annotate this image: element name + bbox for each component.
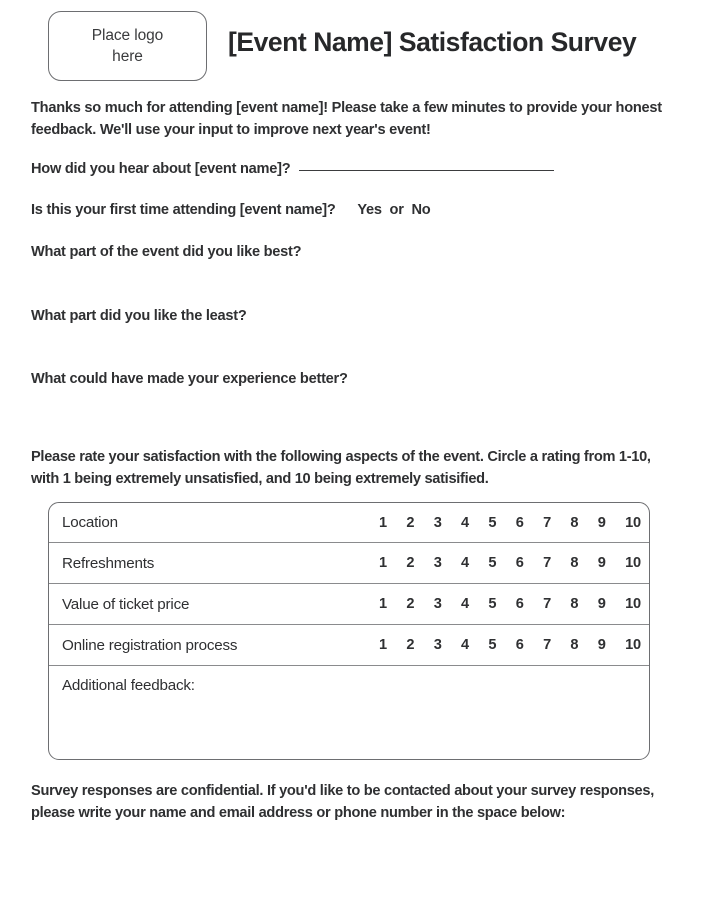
document-header xyxy=(0,0,708,92)
rating-option-7[interactable]: 7 xyxy=(543,596,551,612)
table-row xyxy=(49,584,649,625)
rating-option-1[interactable]: 1 xyxy=(379,596,387,612)
confidentiality-note: Survey responses are confidential. If you'd like to be contacted about your survey responses, please write your name and email address or phone number in the space below: xyxy=(31,783,654,821)
option-conjunction: or xyxy=(389,202,404,218)
rating-option-7[interactable]: 7 xyxy=(543,637,551,653)
question-first-time-label: Is this your first time attending [event name]? xyxy=(31,202,336,218)
question-first-time xyxy=(31,202,430,218)
table-row xyxy=(49,503,649,543)
table-row xyxy=(49,625,649,666)
rating-option-6[interactable]: 6 xyxy=(515,514,524,531)
rating-table xyxy=(48,502,650,760)
rating-option-2[interactable]: 2 xyxy=(406,596,415,612)
rating-option-4[interactable]: 4 xyxy=(461,555,469,571)
rating-option-3[interactable]: 3 xyxy=(433,596,442,612)
rating-option-2[interactable]: 2 xyxy=(406,637,415,653)
rating-option-9[interactable]: 9 xyxy=(597,555,606,571)
rating-option-3[interactable]: 3 xyxy=(433,514,442,531)
rating-scale xyxy=(379,637,641,653)
rating-option-4[interactable]: 4 xyxy=(461,514,469,531)
rating-option-9[interactable]: 9 xyxy=(597,514,606,531)
rating-scale xyxy=(379,555,641,571)
rating-option-5[interactable]: 5 xyxy=(488,514,497,531)
rating-option-5[interactable]: 5 xyxy=(488,555,497,571)
rating-option-6[interactable]: 6 xyxy=(515,637,524,653)
question-liked-least: What part did you like the least? xyxy=(31,308,247,324)
rating-option-2[interactable]: 2 xyxy=(406,514,415,531)
rating-option-7[interactable]: 7 xyxy=(543,514,551,531)
rating-option-8[interactable]: 8 xyxy=(570,514,579,531)
rating-row-label: Online registration process xyxy=(62,636,238,654)
rating-option-1[interactable]: 1 xyxy=(379,637,387,653)
rating-scale xyxy=(379,596,641,612)
additional-feedback-area[interactable] xyxy=(49,666,649,694)
rating-option-10[interactable]: 10 xyxy=(625,596,641,612)
rating-option-6[interactable]: 6 xyxy=(515,596,524,612)
rating-scale xyxy=(379,515,641,531)
rating-option-10[interactable]: 10 xyxy=(625,514,641,531)
rating-option-1[interactable]: 1 xyxy=(379,514,387,531)
rating-row-label: Refreshments xyxy=(62,554,155,572)
rating-option-7[interactable]: 7 xyxy=(543,555,551,571)
question-hear-about-label: How did you hear about [event name]? xyxy=(31,161,291,177)
page-title: [Event Name] Satisfaction Survey xyxy=(228,27,637,57)
rating-option-4[interactable]: 4 xyxy=(461,637,469,653)
rating-option-5[interactable]: 5 xyxy=(488,637,497,653)
question-improvement: What could have made your experience better? xyxy=(31,371,348,387)
rating-option-1[interactable]: 1 xyxy=(379,555,387,571)
rating-option-3[interactable]: 3 xyxy=(433,637,442,653)
rating-option-8[interactable]: 8 xyxy=(570,555,579,571)
first-time-options xyxy=(357,202,430,218)
additional-feedback-label: Additional feedback: xyxy=(62,677,195,694)
rating-option-8[interactable]: 8 xyxy=(570,596,579,612)
table-row xyxy=(49,543,649,584)
rating-row-label: Location xyxy=(62,514,118,531)
rating-option-9[interactable]: 9 xyxy=(597,596,606,612)
option-no[interactable]: No xyxy=(411,202,431,218)
rating-option-8[interactable]: 8 xyxy=(570,637,579,653)
question-liked-best: What part of the event did you like best? xyxy=(31,244,302,260)
rating-option-2[interactable]: 2 xyxy=(406,555,415,571)
rating-option-10[interactable]: 10 xyxy=(625,555,641,571)
rating-option-10[interactable]: 10 xyxy=(625,637,641,653)
logo-placeholder-label: Place logo here xyxy=(91,27,164,65)
rating-option-5[interactable]: 5 xyxy=(488,596,497,612)
option-yes[interactable]: Yes xyxy=(357,202,382,218)
hear-about-answer-line[interactable] xyxy=(299,169,554,171)
rating-option-9[interactable]: 9 xyxy=(597,637,606,653)
rating-row-label: Value of ticket price xyxy=(62,595,190,613)
rating-instructions: Please rate your satisfaction with the following aspects of the event. Circle a rating from 1-10, with 1 being extremely unsatisfied, and 10 being extremely satisified. xyxy=(31,449,651,487)
rating-option-4[interactable]: 4 xyxy=(461,596,469,612)
question-hear-about xyxy=(31,161,554,177)
logo-placeholder-box[interactable] xyxy=(48,11,207,81)
intro-paragraph: Thanks so much for attending [event name]! Please take a few minutes to provide your honest feedback. We'll use your input to improve next year's event! xyxy=(31,100,662,138)
rating-option-6[interactable]: 6 xyxy=(515,555,524,571)
rating-option-3[interactable]: 3 xyxy=(433,555,442,571)
